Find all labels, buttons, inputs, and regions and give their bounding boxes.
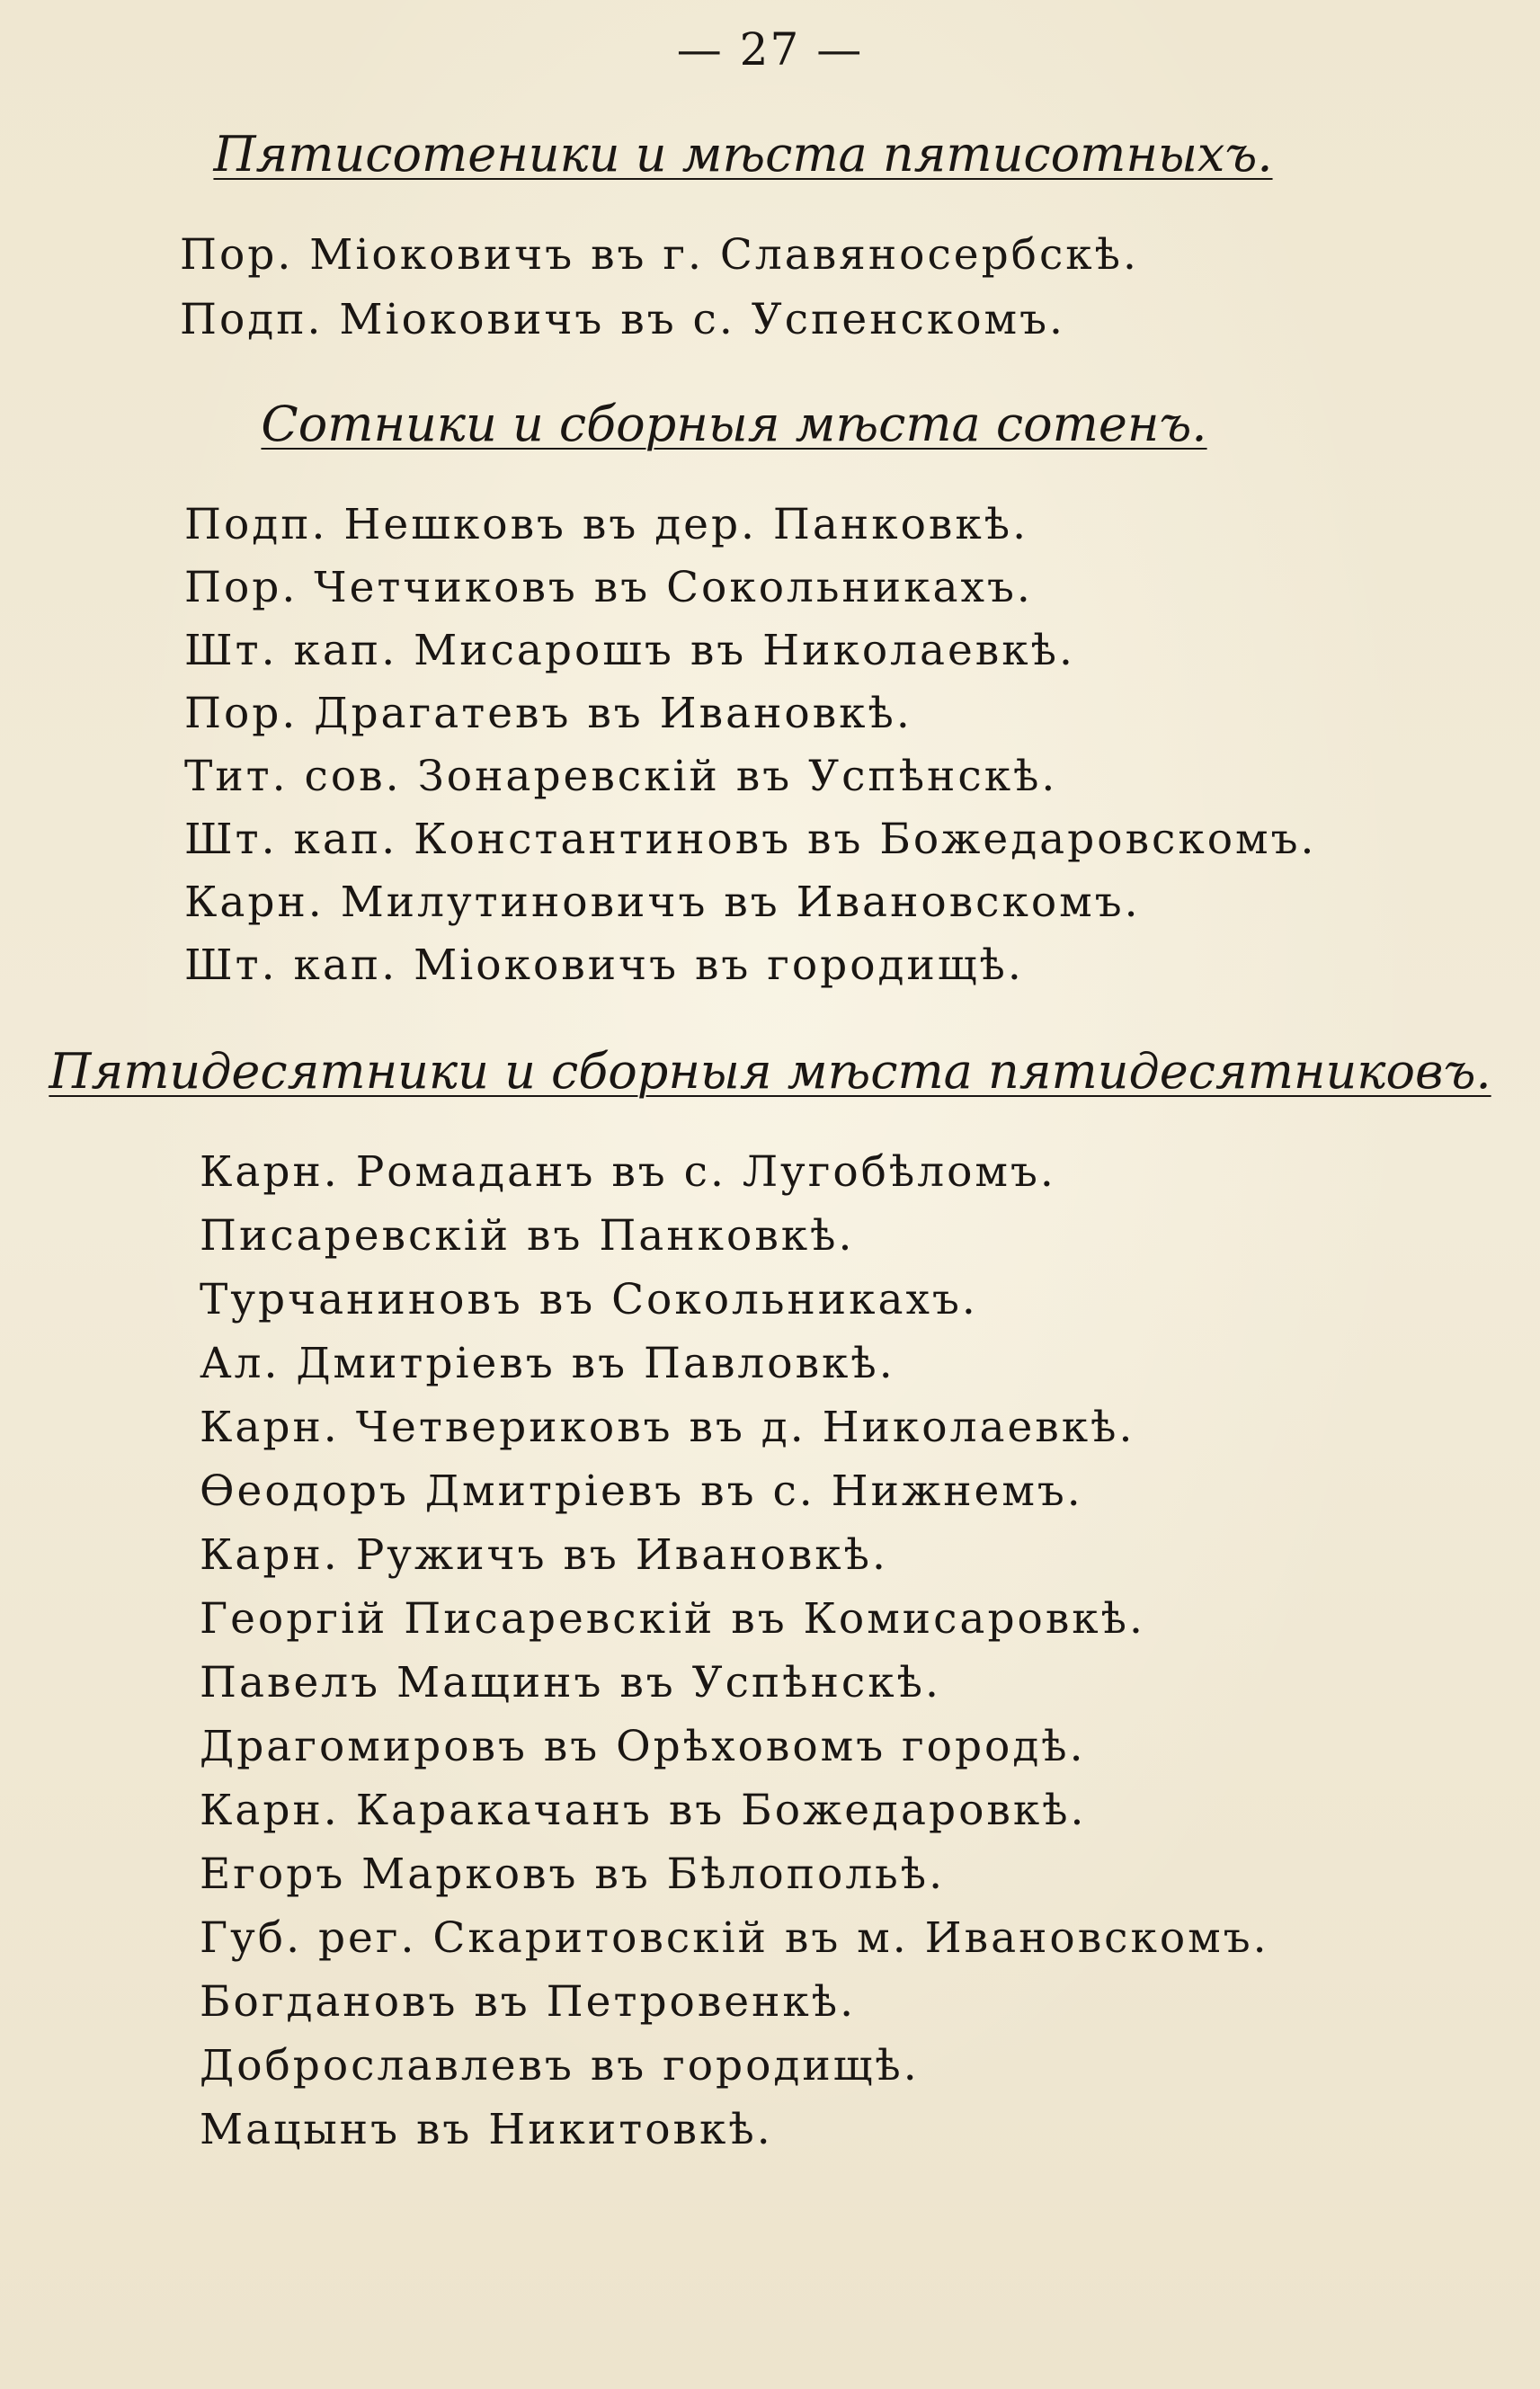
list-item: Турчаниновъ въ Сокольникахъ. [200, 1275, 978, 1324]
list-item: Пор. Драгатевъ въ Ивановкѣ. [184, 689, 912, 738]
list-item: Карн. Ромаданъ въ с. Лугобѣломъ. [200, 1147, 1056, 1197]
list-item: Писаревскій въ Панковкѣ. [200, 1211, 855, 1261]
list-item: Губ. рег. Скаритовскій въ м. Ивановскомъ. [200, 1913, 1269, 1963]
list-item: Пор. Міоковичъ въ г. Славяносербскѣ. [180, 230, 1139, 280]
list-item: Павелъ Мащинъ въ Успѣнскѣ. [200, 1658, 941, 1707]
list-item: Георгій Писаревскій въ Комисаровкѣ. [200, 1594, 1145, 1644]
list-item: Подп. Нешковъ въ дер. Панковкѣ. [184, 500, 1029, 549]
list-item: Драгомировъ въ Орѣховомъ городѣ. [200, 1722, 1086, 1771]
list-item: Мацынъ въ Никитовкѣ. [200, 2105, 773, 2154]
list-item: Егоръ Марковъ въ Бѣлопольѣ. [200, 1850, 946, 1899]
list-item: Ал. Дмитріевъ въ Павловкѣ. [200, 1339, 895, 1388]
list-item: Карн. Ружичъ въ Ивановкѣ. [200, 1530, 888, 1580]
list-item: Шт. кап. Константиновъ въ Божедаровскомъ. [184, 815, 1317, 864]
list-item: Карн. Милутиновичъ въ Ивановскомъ. [184, 878, 1141, 927]
list-item: Богдановъ въ Петровенкѣ. [200, 1977, 857, 2027]
list-item: Ѳеодоръ Дмитріевъ въ с. Нижнемъ. [200, 1466, 1083, 1516]
list-item: Шт. кап. Міоковичъ въ городищѣ. [184, 940, 1024, 990]
list-item: Подп. Міоковичъ въ с. Успенскомъ. [180, 295, 1065, 344]
section-heading-pyatidesyatniki: Пятидесятники и сборныя мѣста пятидесятниковъ. [49, 1043, 1491, 1100]
page-number: — 27 — [676, 23, 864, 76]
section-heading-pyatisotniki: Пятисотеники и мѣста пятисотныхъ. [213, 126, 1273, 183]
list-item: Доброславлевъ въ городищѣ. [200, 2041, 920, 2090]
section-heading-sotniki: Сотники и сборныя мѣста сотенъ. [261, 396, 1207, 452]
list-item: Карн. Каракачанъ въ Божедаровкѣ. [200, 1786, 1087, 1835]
list-item: Тит. сов. Зонаревскій въ Успѣнскѣ. [184, 752, 1058, 801]
list-item: Пор. Четчиковъ въ Сокольникахъ. [184, 563, 1033, 612]
list-item: Шт. кап. Мисарошъ въ Николаевкѣ. [184, 626, 1075, 675]
list-item: Карн. Четвериковъ въ д. Николаевкѣ. [200, 1403, 1135, 1452]
